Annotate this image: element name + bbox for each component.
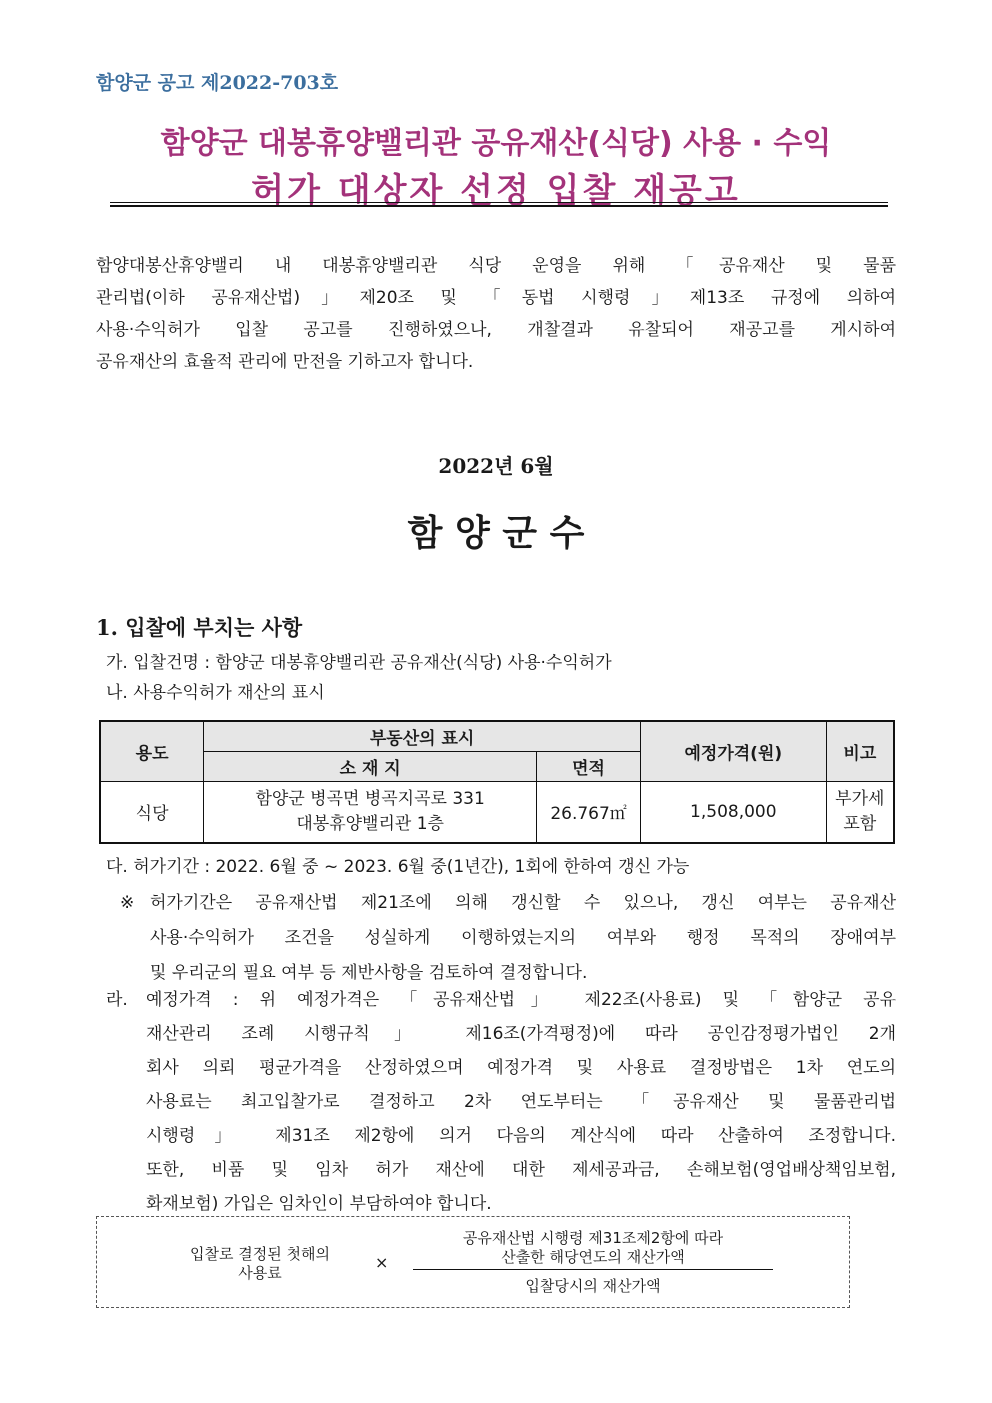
item-ra-label: 라. bbox=[106, 990, 128, 1010]
numerator-line-1: 공유재산법 시행령 제31조제2항에 따라 bbox=[462, 1229, 724, 1247]
title-line-2: 허가 대상자 선정 입찰 재공고 bbox=[251, 171, 741, 211]
header-location: 소 재 지 bbox=[204, 751, 537, 781]
item-na: 나. 사용수익허가 재산의 표시 bbox=[106, 683, 325, 703]
fee-formula-box bbox=[96, 1216, 850, 1308]
ra-line: 시행령」 제31조 제2항에 의거 다음의 계산식에 따라 산출하여 조정합니다. bbox=[146, 1126, 896, 1146]
header-price: 예정가격(원) bbox=[640, 721, 826, 781]
title-rule-thin bbox=[110, 202, 888, 203]
cell-location bbox=[204, 781, 537, 843]
header-use: 용도 bbox=[100, 721, 204, 781]
location-line-2: 대봉휴양밸리관 1층 bbox=[296, 813, 444, 834]
intro-line: 함양대봉산휴양밸리 내 대봉휴양밸리관 식당 운영을 위해 「공유재산 및 물품 bbox=[96, 256, 896, 276]
reference-mark: ※ bbox=[120, 893, 135, 913]
notice-date: 2022년 6월 bbox=[438, 454, 554, 478]
header-area: 면적 bbox=[537, 751, 641, 781]
numerator-line-2: 산출한 해당연도의 재산가액 bbox=[501, 1248, 685, 1266]
item-ra bbox=[106, 983, 896, 1221]
fraction-bar bbox=[413, 1269, 773, 1270]
notice-number: 함양군 공고 제2022-703호 bbox=[96, 72, 339, 94]
note-line: 및 우리군의 필요 여부 등 제반사항을 검토하여 결정합니다. bbox=[150, 963, 588, 983]
ra-line: 또한, 비품 및 임차 허가 재산에 대한 제세공과금, 손해보험(영업배상책임보험, bbox=[146, 1160, 896, 1180]
multiply-sign: × bbox=[375, 1253, 389, 1272]
formula-denominator: 입찰당시의 재산가액 bbox=[525, 1277, 661, 1295]
header-note: 비고 bbox=[826, 721, 894, 781]
ra-line: 회사 의뢰 평균가격을 산정하였으며 예정가격 및 사용료 결정방법은 1차 연도의 bbox=[146, 1058, 896, 1078]
intro-line: 공유재산의 효율적 관리에 만전을 기하고자 합니다. bbox=[96, 352, 474, 372]
issuing-authority: 함 양 군 수 bbox=[407, 512, 585, 554]
location-line-1: 함양군 병곡면 병곡지곡로 331 bbox=[255, 788, 485, 809]
note-line: 허가기간은 공유재산법 제21조에 의해 갱신할 수 있으나, 갱신 여부는 공유재산 bbox=[150, 893, 896, 913]
intro-paragraph bbox=[96, 250, 896, 378]
note-line-2: 포함 bbox=[843, 813, 877, 834]
formula-left-line-1: 입찰로 결정된 첫해의 bbox=[190, 1245, 330, 1263]
title-rule-thick bbox=[110, 205, 888, 207]
intro-line: 관리법(이하 공유재산법)」제20조 및 「동법 시행령」제13조 규정에 의하여 bbox=[96, 288, 896, 308]
section-1-title: 1. 입찰에 부치는 사항 bbox=[96, 615, 303, 640]
formula-first-year-fee bbox=[165, 1245, 355, 1283]
ra-line: 화재보험) 가입은 임차인이 부담하여야 합니다. bbox=[146, 1194, 492, 1214]
cell-note bbox=[826, 781, 894, 843]
cell-area: 26.767㎡ bbox=[537, 781, 641, 843]
formula-numerator bbox=[413, 1229, 773, 1267]
header-property: 부동산의 표시 bbox=[204, 721, 641, 751]
item-da: 다. 허가기간 : 2022. 6월 중 ~ 2023. 6월 중(1년간), 1회에 한하여 갱신 가능 bbox=[106, 857, 690, 877]
cell-use: 식당 bbox=[100, 781, 204, 843]
table-row bbox=[100, 781, 894, 843]
item-ga: 가. 입찰건명 : 함양군 대봉휴양밸리관 공유재산(식당) 사용·수익허가 bbox=[106, 653, 612, 673]
ra-line: 예정가격 : 위 예정가격은 「공유재산법」 제22조(사용료) 및 「함양군 공유 bbox=[146, 990, 896, 1010]
ra-line: 사용료는 최고입찰가로 결정하고 2차 연도부터는 「공유재산 및 물품관리법 bbox=[146, 1092, 896, 1112]
title-line-1: 함양군 대봉휴양밸리관 공유재산(식당) 사용 · 수익 bbox=[160, 126, 832, 161]
ra-line: 재산관리 조례 시행규칙」 제16조(가격평정)에 따라 공인감정평가법인 2개 bbox=[146, 1024, 896, 1044]
note-line-1: 부가세 bbox=[835, 788, 885, 809]
note-line: 사용·수익허가 조건을 성실하게 이행하였는지의 여부와 행정 목적의 장애여부 bbox=[150, 928, 896, 948]
formula-left-line-2: 사용료 bbox=[238, 1264, 282, 1282]
property-table bbox=[99, 720, 895, 844]
cell-price: 1,508,000 bbox=[640, 781, 826, 843]
renewal-note bbox=[120, 886, 896, 991]
intro-line: 사용·수익허가 입찰 공고를 진행하였으나, 개찰결과 유찰되어 재공고를 게시하여 bbox=[96, 320, 896, 340]
